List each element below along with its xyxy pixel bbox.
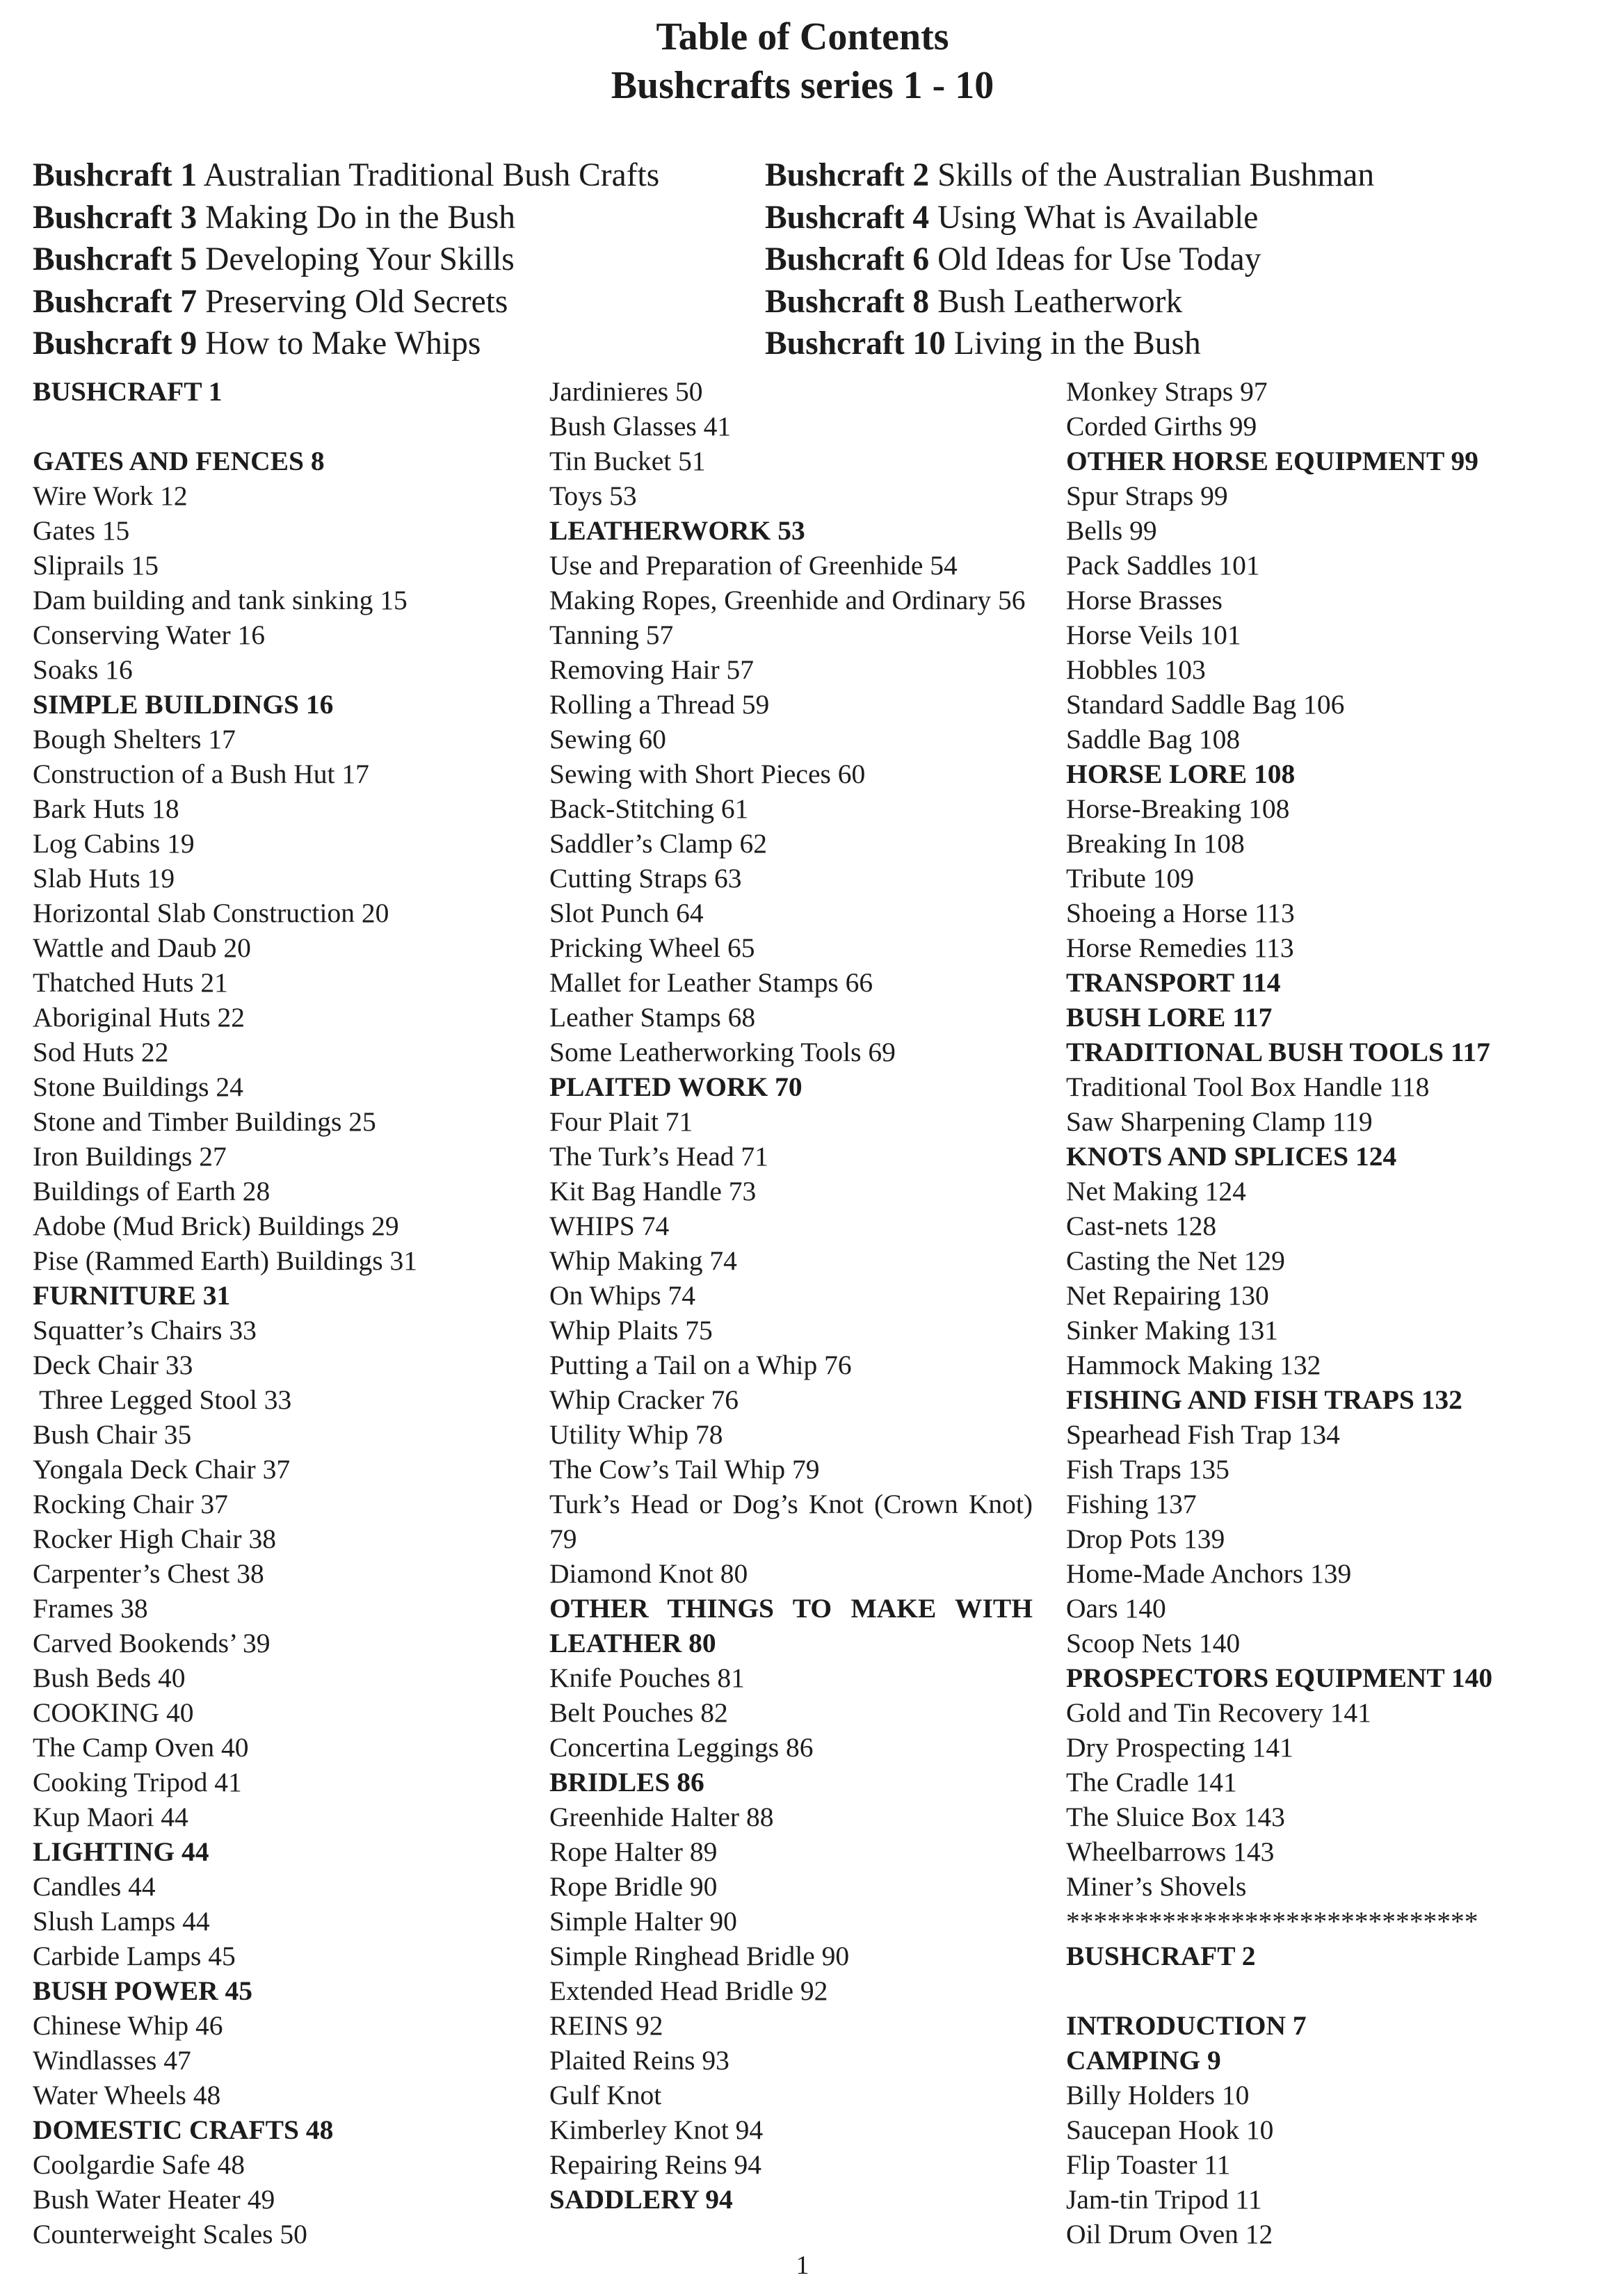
toc-heading: SADDLERY 94 (549, 2184, 733, 2215)
toc-entry: Billy Holders 10 (1066, 2080, 1250, 2110)
toc-entry: Diamond Knot 80 (549, 1558, 748, 1589)
toc-entry: Saddle Bag 108 (1066, 724, 1241, 754)
toc-entry: Dry Prospecting 141 (1066, 1732, 1293, 1763)
toc-entry: Construction of a Bush Hut 17 (33, 759, 369, 789)
toc-entry: Greenhide Halter 88 (549, 1802, 774, 1832)
series-title: Preserving Old Secrets (197, 283, 508, 320)
toc-entry: Leather Stamps 68 (549, 1002, 756, 1033)
series-item (33, 197, 798, 239)
toc-entry: Log Cabins 19 (33, 828, 195, 859)
toc-entry: Breaking In 108 (1066, 828, 1245, 859)
toc-heading: FISHING AND FISH TRAPS 132 (1066, 1384, 1462, 1415)
toc-entry: Windlasses 47 (33, 2045, 191, 2076)
toc-entry: COOKING 40 (33, 1697, 194, 1728)
toc-entry: Whip Plaits 75 (549, 1315, 713, 1345)
toc-entry: Hobbles 103 (1066, 654, 1206, 685)
toc-entry: The Cradle 141 (1066, 1767, 1237, 1797)
toc-entry: Buildings of Earth 28 (33, 1176, 271, 1206)
toc-entry: Squatter’s Chairs 33 (33, 1315, 257, 1345)
toc-entry: Rolling a Thread 59 (549, 689, 770, 720)
toc-entry: Kimberley Knot 94 (549, 2115, 764, 2145)
series-item (765, 323, 1530, 365)
toc-entry: Whip Cracker 76 (549, 1384, 739, 1415)
toc-entry: Bark Huts 18 (33, 793, 179, 824)
series-item (765, 239, 1530, 281)
toc-entry: Bush Chair 35 (33, 1419, 192, 1450)
series-title: Australian Traditional Bush Crafts (197, 157, 660, 193)
toc-entry: Conserving Water 16 (33, 620, 265, 650)
series-item (33, 323, 798, 365)
toc-heading: CAMPING 9 (1066, 2045, 1221, 2076)
toc-entry: Knife Pouches 81 (549, 1663, 745, 1693)
toc-entry: Cast-nets 128 (1066, 1211, 1217, 1241)
series-label: Bushcraft 10 (765, 325, 946, 362)
toc-entry (1066, 1973, 1581, 2008)
toc-entry: Sewing with Short Pieces 60 (549, 759, 866, 789)
toc-entry: Pise (Rammed Earth) Buildings 31 (33, 1245, 417, 1276)
toc-entry: Carpenter’s Chest 38 (33, 1558, 264, 1589)
toc-entry: Bush Water Heater 49 (33, 2184, 275, 2215)
toc-entry: On Whips 74 (549, 1280, 695, 1311)
toc-entry: Bough Shelters 17 (33, 724, 236, 754)
series-label: Bushcraft 1 (33, 157, 197, 193)
toc-entry: Putting a Tail on a Whip 76 (549, 1350, 852, 1380)
toc-entry: Wire Work 12 (33, 480, 188, 511)
toc-entry: Sod Huts 22 (33, 1037, 169, 1067)
toc-entry: Soaks 16 (33, 654, 133, 685)
series-list-right (765, 154, 1530, 365)
toc-entry: Spearhead Fish Trap 134 (1066, 1419, 1340, 1450)
toc-entry: Wheelbarrows 143 (1066, 1836, 1275, 1867)
toc-entry: Oars 140 (1066, 1593, 1166, 1624)
toc-entry: Bush Glasses 41 (549, 411, 732, 442)
toc-entry: Tin Bucket 51 (549, 446, 706, 476)
toc-entry: Adobe (Mud Brick) Buildings 29 (33, 1211, 399, 1241)
series-item (33, 281, 798, 323)
toc-entry: Flip Toaster 11 (1066, 2149, 1231, 2180)
toc-heading: PROSPECTORS EQUIPMENT 140 (1066, 1663, 1493, 1693)
toc-entry: Removing Hair 57 (549, 654, 755, 685)
page-subtitle: Bushcrafts series 1 - 10 (611, 64, 994, 107)
toc-entry: The Cow’s Tail Whip 79 (549, 1454, 820, 1485)
toc-heading: INTRODUCTION 7 (1066, 2010, 1307, 2041)
toc-entry: Miner’s Shovels (1066, 1871, 1247, 1902)
series-label: Bushcraft 5 (33, 241, 197, 277)
series-label: Bushcraft 4 (765, 199, 930, 236)
toc-entry: Horizontal Slab Construction 20 (33, 898, 389, 928)
toc-entry: Making Ropes, Greenhide and Ordinary 56 (549, 585, 1026, 615)
toc-entry: Corded Girths 99 (1066, 411, 1257, 442)
toc-entry: Horse Brasses (1066, 585, 1223, 615)
series-title: Bush Leatherwork (929, 283, 1183, 320)
toc-entry: Rope Bridle 90 (549, 1871, 718, 1902)
toc-entry: Jam-tin Tripod 11 (1066, 2184, 1262, 2215)
toc-entry: Turk’s Head or Dog’s Knot (Crown Knot) 79 (549, 1489, 1033, 1554)
toc-entry: Bush Beds 40 (33, 1663, 186, 1693)
toc-entry: Carbide Lamps 45 (33, 1941, 236, 1971)
page-number: 1 (796, 2251, 809, 2280)
toc-heading: GATES AND FENCES 8 (33, 446, 325, 476)
toc-entry: Dam building and tank sinking 15 (33, 585, 408, 615)
series-title: Making Do in the Bush (197, 199, 516, 236)
toc-entry: Simple Ringhead Bridle 90 (549, 1941, 850, 1971)
toc-entry: Plaited Reins 93 (549, 2045, 729, 2076)
toc-entry: Stone Buildings 24 (33, 1072, 243, 1102)
toc-entry: The Turk’s Head 71 (549, 1141, 768, 1172)
toc-entry: Coolgardie Safe 48 (33, 2149, 245, 2180)
toc-entry: Whip Making 74 (549, 1245, 737, 1276)
series-label: Bushcraft 8 (765, 283, 930, 320)
toc-entry: Bells 99 (1066, 515, 1157, 546)
toc-entry: Horse-Breaking 108 (1066, 793, 1290, 824)
toc-heading: BRIDLES 86 (549, 1767, 704, 1797)
series-item (765, 154, 1530, 197)
toc-entry: Sinker Making 131 (1066, 1315, 1279, 1345)
series-label: Bushcraft 9 (33, 325, 197, 362)
toc-entry: WHIPS 74 (549, 1211, 670, 1241)
toc-entry: Scoop Nets 140 (1066, 1628, 1241, 1658)
toc-entry: Some Leatherworking Tools 69 (549, 1037, 896, 1067)
series-item (765, 197, 1530, 239)
toc-entry: Sewing 60 (549, 724, 666, 754)
toc-entry: Simple Halter 90 (549, 1906, 737, 1937)
toc-entry: Sliprails 15 (33, 550, 159, 581)
toc-entry: Slot Punch 64 (549, 898, 704, 928)
toc-entry: Cutting Straps 63 (549, 863, 742, 894)
toc-entry: Counterweight Scales 50 (33, 2219, 307, 2249)
series-item (33, 239, 798, 281)
toc-entry: Four Plait 71 (549, 1106, 693, 1137)
toc-entry: Belt Pouches 82 (549, 1697, 728, 1728)
toc-heading: BUSHCRAFT 2 (1066, 1941, 1256, 1971)
toc-entry: Mallet for Leather Stamps 66 (549, 967, 873, 998)
toc-entry: Monkey Straps 97 (1066, 376, 1268, 407)
toc-entry: Wattle and Daub 20 (33, 932, 251, 963)
toc-entry (33, 409, 506, 444)
toc-entry: Rope Halter 89 (549, 1836, 718, 1867)
toc-heading: TRANSPORT 114 (1066, 967, 1281, 998)
toc-entry: Rocking Chair 37 (33, 1489, 228, 1519)
toc-entry: Toys 53 (549, 480, 637, 511)
toc-entry: Gold and Tin Recovery 141 (1066, 1697, 1371, 1728)
toc-entry: Shoeing a Horse 113 (1066, 898, 1295, 928)
toc-entry: The Sluice Box 143 (1066, 1802, 1285, 1832)
toc-heading: OTHER THINGS TO MAKE WITH LEATHER 80 (549, 1593, 1033, 1658)
toc-entry: Drop Pots 139 (1066, 1523, 1225, 1554)
series-label: Bushcraft 6 (765, 241, 930, 277)
toc-entry: REINS 92 (549, 2010, 663, 2041)
toc-entry: Home-Made Anchors 139 (1066, 1558, 1352, 1589)
toc-entry: Rocker High Chair 38 (33, 1523, 276, 1554)
toc-heading: PLAITED WORK 70 (549, 1072, 802, 1102)
toc-entry: Candles 44 (33, 1871, 156, 1902)
toc-entry: Deck Chair 33 (33, 1350, 193, 1380)
toc-entry: Slush Lamps 44 (33, 1906, 210, 1937)
toc-heading: LIGHTING 44 (33, 1836, 209, 1867)
series-list-left (33, 154, 798, 365)
toc-entry: Saucepan Hook 10 (1066, 2115, 1274, 2145)
toc-entry: Water Wheels 48 (33, 2080, 221, 2110)
series-item (33, 154, 798, 197)
toc-heading: HORSE LORE 108 (1066, 759, 1296, 789)
toc-entry: Chinese Whip 46 (33, 2010, 223, 2041)
toc-entry: Pack Saddles 101 (1066, 550, 1260, 581)
toc-entry: Net Making 124 (1066, 1176, 1246, 1206)
toc-heading: FURNITURE 31 (33, 1280, 231, 1311)
toc-heading: BUSHCRAFT 1 (33, 376, 223, 407)
toc-entry: Horse Veils 101 (1066, 620, 1241, 650)
toc-entry: Spur Straps 99 (1066, 480, 1228, 511)
toc-entry: Gulf Knot (549, 2080, 662, 2110)
toc-entry: Concertina Leggings 86 (549, 1732, 814, 1763)
toc-heading: SIMPLE BUILDINGS 16 (33, 689, 334, 720)
series-title: Living in the Bush (945, 325, 1201, 362)
toc-entry: Kup Maori 44 (33, 1802, 188, 1832)
series-title: Using What is Available (929, 199, 1259, 236)
toc-heading: TRADITIONAL BUSH TOOLS 117 (1066, 1037, 1490, 1067)
toc-entry: Utility Whip 78 (549, 1419, 723, 1450)
toc-entry: Fishing 137 (1066, 1489, 1197, 1519)
toc-entry: Jardinieres 50 (549, 376, 703, 407)
toc-entry: Thatched Huts 21 (33, 967, 228, 998)
toc-column-1 (33, 374, 506, 2251)
toc-entry: Use and Preparation of Greenhide 54 (549, 550, 958, 581)
toc-entry: Three Legged Stool 33 (33, 1384, 292, 1415)
series-label: Bushcraft 7 (33, 283, 197, 320)
toc-entry: Iron Buildings 27 (33, 1141, 227, 1172)
toc-entry: Pricking Wheel 65 (549, 932, 755, 963)
toc-entry: Saddler’s Clamp 62 (549, 828, 768, 859)
toc-entry: The Camp Oven 40 (33, 1732, 249, 1763)
toc-entry: Slab Huts 19 (33, 863, 175, 894)
toc-heading: BUSH POWER 45 (33, 1975, 253, 2006)
toc-entry: Net Repairing 130 (1066, 1280, 1269, 1311)
series-label: Bushcraft 2 (765, 157, 930, 193)
toc-entry: Tanning 57 (549, 620, 674, 650)
series-title: How to Make Whips (197, 325, 481, 362)
toc-entry: Gates 15 (33, 515, 130, 546)
toc-heading: LEATHERWORK 53 (549, 515, 805, 546)
toc-entry: Tribute 109 (1066, 863, 1194, 894)
toc-column-3 (1066, 374, 1581, 2251)
toc-entry: Casting the Net 129 (1066, 1245, 1285, 1276)
toc-entry: Extended Head Bridle 92 (549, 1975, 828, 2006)
toc-column-2 (549, 374, 1033, 2217)
toc-entry: ****************************** (1066, 1906, 1478, 1937)
series-label: Bushcraft 3 (33, 199, 197, 236)
toc-entry: Oil Drum Oven 12 (1066, 2219, 1273, 2249)
toc-entry: Kit Bag Handle 73 (549, 1176, 757, 1206)
series-item (765, 281, 1530, 323)
toc-entry: Frames 38 (33, 1593, 148, 1624)
toc-heading: KNOTS AND SPLICES 124 (1066, 1141, 1397, 1172)
toc-entry: Saw Sharpening Clamp 119 (1066, 1106, 1373, 1137)
toc-entry: Back-Stitching 61 (549, 793, 749, 824)
toc-heading: OTHER HORSE EQUIPMENT 99 (1066, 446, 1478, 476)
page-title: Table of Contents (656, 15, 949, 58)
toc-entry: Cooking Tripod 41 (33, 1767, 242, 1797)
toc-entry: Fish Traps 135 (1066, 1454, 1229, 1485)
toc-entry: Yongala Deck Chair 37 (33, 1454, 291, 1485)
toc-entry: Horse Remedies 113 (1066, 932, 1294, 963)
toc-entry: Hammock Making 132 (1066, 1350, 1321, 1380)
toc-entry: Aboriginal Huts 22 (33, 1002, 245, 1033)
toc-entry: Repairing Reins 94 (549, 2149, 761, 2180)
series-title: Skills of the Australian Bushman (929, 157, 1375, 193)
toc-entry: Standard Saddle Bag 106 (1066, 689, 1345, 720)
toc-heading: DOMESTIC CRAFTS 48 (33, 2115, 334, 2145)
toc-heading: BUSH LORE 117 (1066, 1002, 1273, 1033)
toc-entry: Traditional Tool Box Handle 118 (1066, 1072, 1430, 1102)
series-title: Old Ideas for Use Today (929, 241, 1261, 277)
series-title: Developing Your Skills (197, 241, 515, 277)
toc-entry: Stone and Timber Buildings 25 (33, 1106, 376, 1137)
toc-entry: Carved Bookends’ 39 (33, 1628, 271, 1658)
